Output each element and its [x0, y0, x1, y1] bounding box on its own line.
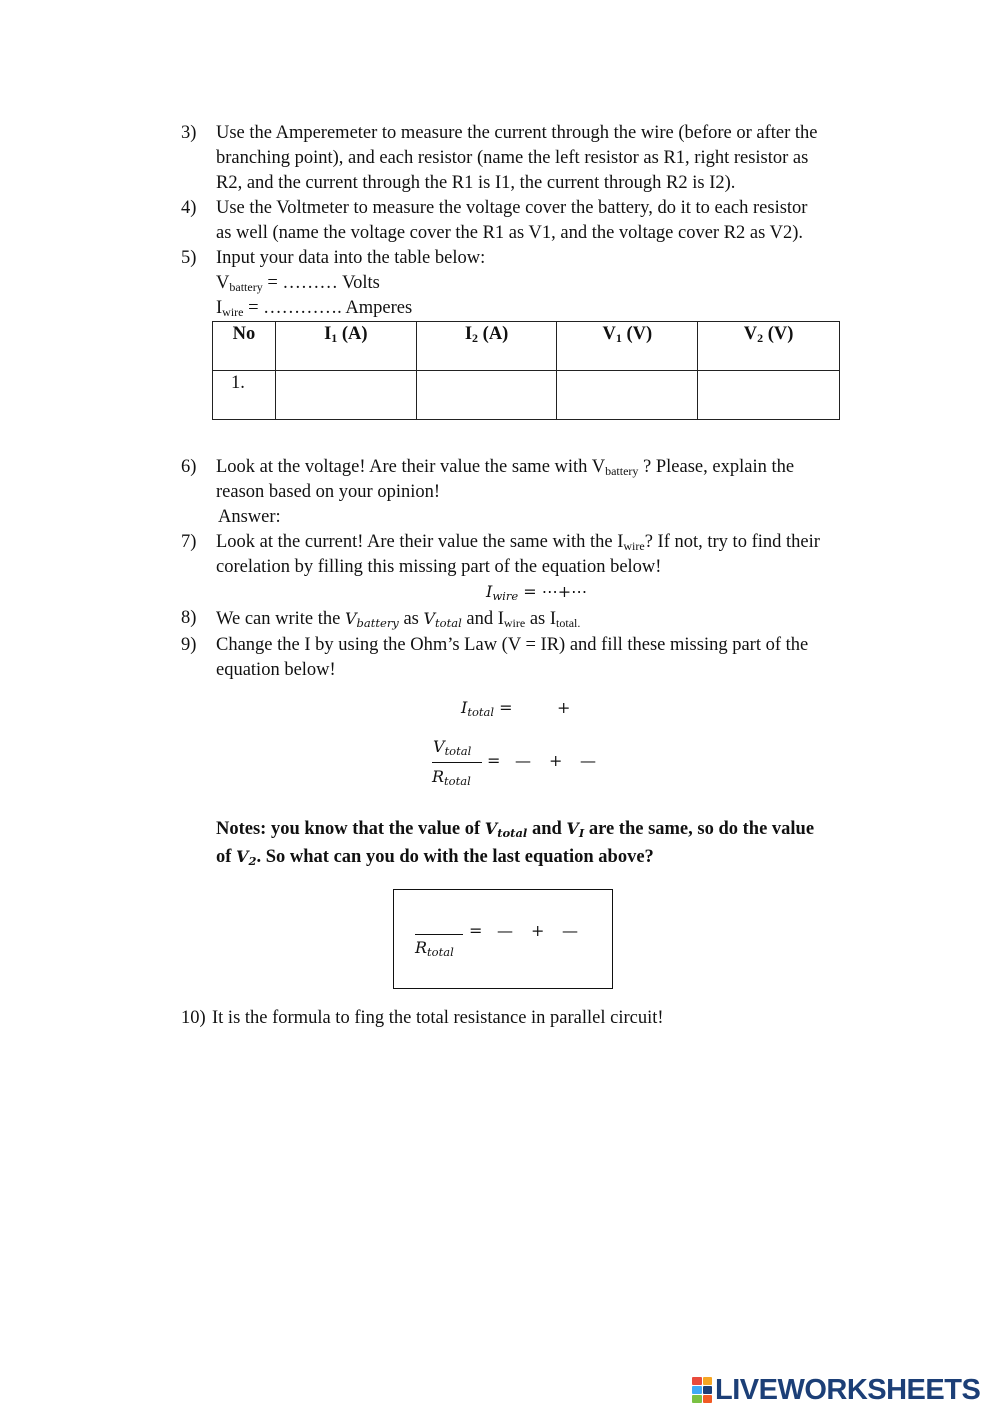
header-i1: $I_1$ (A): [275, 322, 416, 371]
vtotal-plus: +: [549, 751, 563, 770]
item-number: 4): [181, 198, 197, 218]
answer-label: Answer:: [218, 507, 281, 527]
item-6-line-2: reason based on your opinion!: [216, 482, 441, 502]
item-3-line-3: R2, and the current through the R1 is I1, the current through R2 is I2).: [216, 173, 736, 193]
cell-v2-input[interactable]: [698, 371, 840, 420]
itotal-plus: +: [557, 698, 571, 717]
item-10-text: It is the formula to fing the total resistance in parallel circuit!: [212, 1008, 664, 1028]
logo-block: [692, 1395, 702, 1403]
item-3-line-2: branching point), and each resistor (name the left resistor as R1, right resistor as: [216, 148, 809, 168]
item-number: 8): [181, 608, 197, 628]
formula-rtotal: $R_{total}$: [415, 938, 454, 959]
liveworksheets-logo: [692, 1374, 980, 1406]
logo-block: [703, 1395, 713, 1403]
vtotal-equals: =: [487, 751, 501, 770]
table-header-row: [213, 322, 840, 371]
item-number: 6): [181, 457, 197, 477]
logo-text: LIVEWORKSHEETS: [715, 1373, 981, 1406]
vtotal-numerator: $V_{total}$: [433, 737, 472, 758]
formula-blank-1: —: [497, 921, 513, 940]
logo-block: [692, 1377, 702, 1385]
item-5-line-1: Input your data into the table below:: [216, 248, 486, 268]
notes-line-2: of $V_2$. So what can you do with the last equation above?: [216, 847, 654, 868]
blank-fraction-2: —: [580, 751, 596, 770]
item-number: 10): [181, 1008, 206, 1028]
item-number: 3): [181, 123, 197, 143]
item-number: 9): [181, 635, 197, 655]
item-number: 7): [181, 532, 197, 552]
formula-equals: =: [469, 921, 483, 940]
header-no: No: [213, 322, 276, 371]
item-7-line-2: corelation by filling this missing part of the equation below!: [216, 557, 662, 577]
cell-i1-input[interactable]: [275, 371, 416, 420]
header-v2: $V_2$ (V): [698, 322, 840, 371]
fraction-bar: [432, 762, 482, 763]
itotal-equation: $I_{total}$ =: [461, 698, 513, 719]
item-4-line-2: as well (name the voltage cover the R1 as V1, and the voltage cover R2 as V2).: [216, 223, 804, 243]
data-table: [212, 321, 840, 420]
vbattery-line: $V_{battery}$ = ……… Volts: [216, 273, 380, 294]
cell-i2-input[interactable]: [416, 371, 557, 420]
cell-v1-input[interactable]: [557, 371, 698, 420]
logo-icon: [692, 1377, 712, 1403]
item-3-line-1: Use the Amperemeter to measure the current through the wire (before or after the: [216, 123, 818, 143]
item-number: 5): [181, 248, 197, 268]
iwire-line: $I_{wire}$ = …………. Amperes: [216, 298, 413, 319]
formula-plus: +: [531, 921, 545, 940]
item-9-line-2: equation below!: [216, 660, 336, 680]
cell-no: 1.: [213, 371, 276, 420]
notes: [216, 815, 896, 871]
rtotal-denominator: $R_{total}$: [432, 767, 471, 788]
item-8-line: We can write the $V_{battery}$ as $V_{total}$ and $I_{wire}$ as $I_{total.}$: [216, 609, 581, 630]
item-9-line-1: Change the I by using the Ohm’s Law (V = IR) and fill these missing part of the: [216, 635, 809, 655]
iwire-equation: $I_{wire}$ = ⋯+⋯: [486, 582, 588, 603]
logo-block: [703, 1377, 713, 1385]
blank-fraction-1: —: [515, 751, 531, 770]
formula-fraction-bar: [415, 934, 463, 935]
item-6-line-1: Look at the voltage! Are their value the same with $V_{battery}$ ? Please, explain the: [216, 457, 795, 478]
item-7-line-1: Look at the current! Are their value the same with the $I_{wire}$? If not, try to find their: [216, 532, 820, 553]
logo-block: [692, 1386, 702, 1394]
header-i2: $I_2$ (A): [416, 322, 557, 371]
notes-line-1: Notes: you know that the value of $V_{total}$ and $V_I$ are the same, so do the value: [216, 819, 815, 840]
logo-block: [703, 1386, 713, 1394]
formula-blank-2: —: [562, 921, 578, 940]
header-v1: $V_1$ (V): [557, 322, 698, 371]
table-row: [213, 371, 840, 420]
item-4-line-1: Use the Voltmeter to measure the voltage cover the battery, do it to each resistor: [216, 198, 808, 218]
